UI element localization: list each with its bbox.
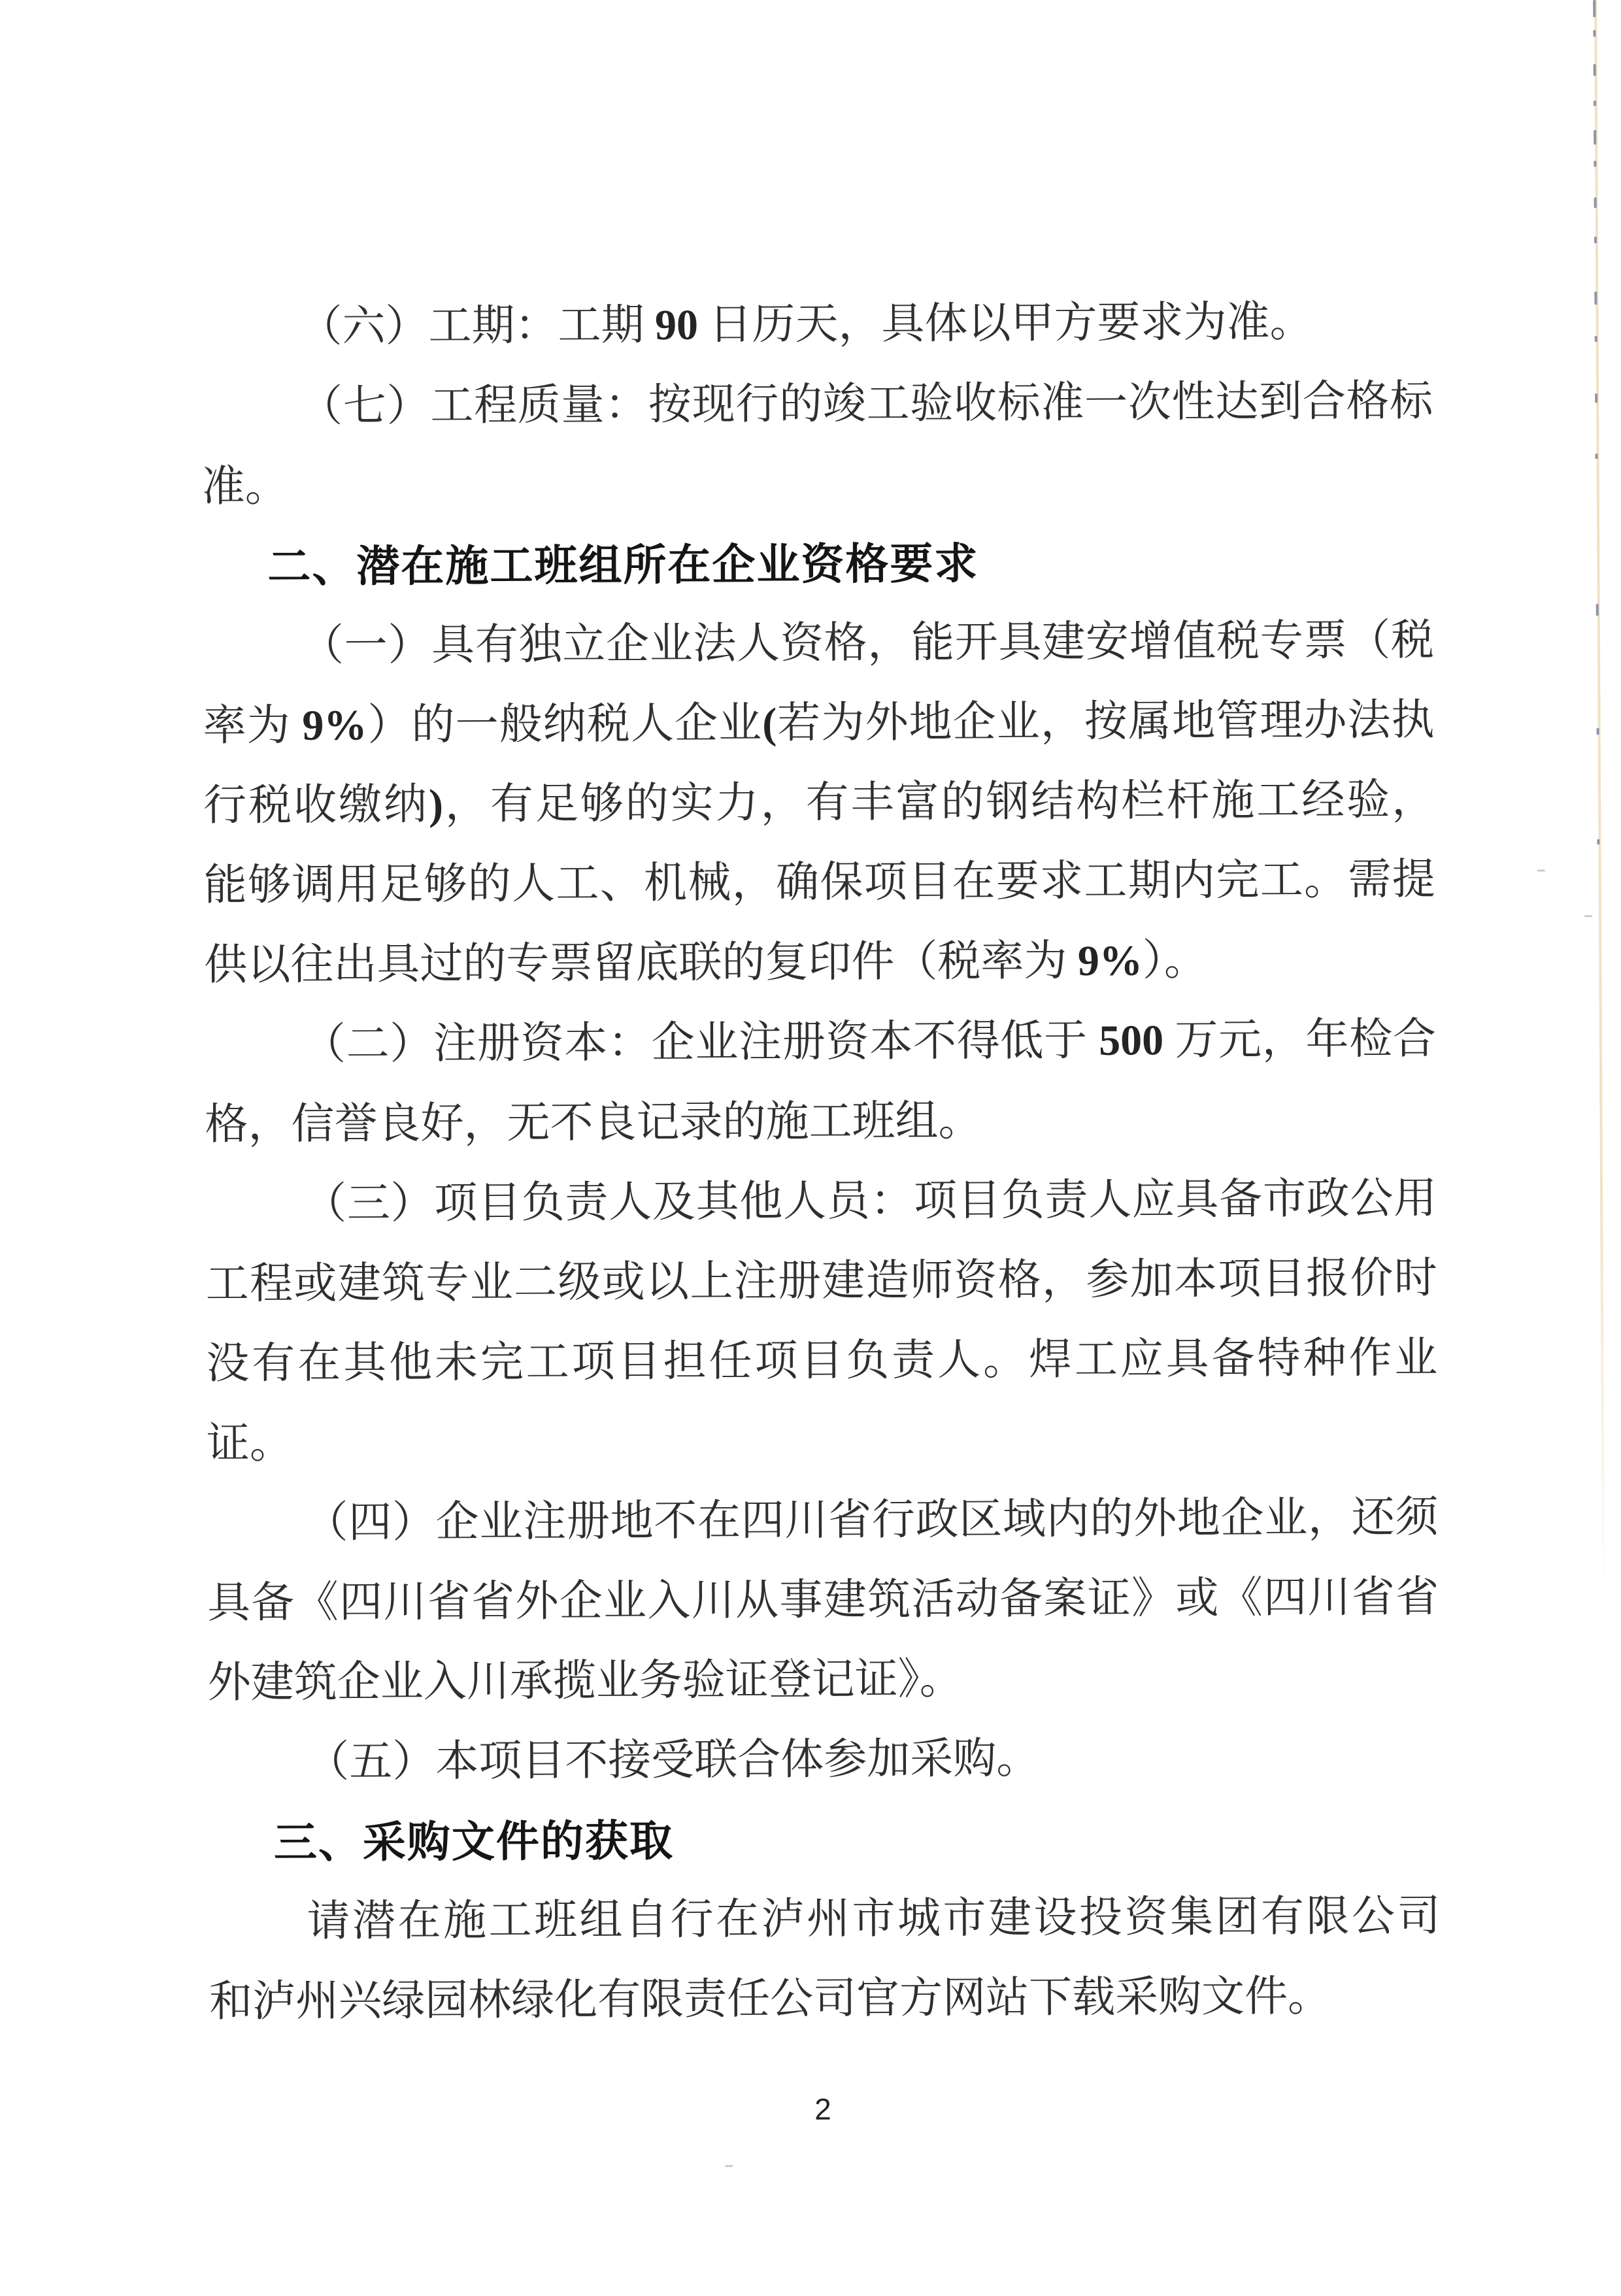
scan-edge-dash <box>1594 64 1596 76</box>
section-heading: 二、潜在施工班组所在企业资格要求 <box>267 539 979 591</box>
text-line: 能够调用足够的人工、机械，确保项目在要求工期内完工。需提 <box>203 856 1435 910</box>
scan-edge-dash <box>1593 0 1596 17</box>
document-text <box>201 282 1441 2042</box>
numeric-run: ( <box>762 699 777 748</box>
text-line: （二）注册资本：企业注册资本不得低于 500 万元，年检合 <box>302 1015 1437 1069</box>
text-line: （三）项目负责人及其他人员：项目负责人应具备市政公用 <box>303 1174 1437 1228</box>
numeric-run: ) <box>428 780 444 829</box>
page-number: 2 <box>814 2091 831 2126</box>
scan-edge-dash <box>1595 336 1597 342</box>
numeric-run: 9% <box>302 701 367 750</box>
text-line: 行税收缴纳)，有足够的实力，有丰富的钢结构栏杆施工经验， <box>203 776 1435 830</box>
text-line: （六）工期：工期 90 日历天，具体以甲方要求为准。 <box>299 298 1313 351</box>
numeric-run: 500 <box>1098 1016 1164 1065</box>
text-line: （五）本项目不接受联合体参加采购。 <box>306 1735 1040 1786</box>
scan-edge-dash <box>1593 30 1596 37</box>
scan-edge-dash <box>1596 454 1598 459</box>
scan-speck <box>1537 870 1545 872</box>
text-line: （四）企业注册地不在四川省行政区域内的外地企业，还须 <box>305 1493 1439 1547</box>
scan-speck <box>725 2165 733 2167</box>
numeric-run: 90 <box>654 301 699 350</box>
scan-edge-dash <box>1596 604 1599 616</box>
text-line: 率为 9%）的一般纳税人企业(若为外地企业，按属地管理办法执 <box>203 696 1435 750</box>
text-line: 格，信誉良好，无不良记录的施工班组。 <box>205 1097 982 1149</box>
scan-edge-dash <box>1597 839 1599 844</box>
text-line: （七）工程质量：按现行的竣工验收标准一次性达到合格标 <box>299 377 1433 431</box>
text-line: 工程或建筑专业二级或以上注册建造师资格，参加本项目报价时 <box>205 1254 1437 1308</box>
scan-speck <box>1584 915 1592 917</box>
text-line: 证。 <box>206 1419 293 1468</box>
text-line: 准。 <box>201 462 288 511</box>
text-line: （一）具有独立企业法人资格，能开具建安增值税专票（税 <box>300 616 1435 670</box>
text-line: 具备《四川省省外企业入川从事建筑活动备案证》或《四川省省 <box>207 1573 1439 1627</box>
scan-artifacts <box>0 0 1616 4</box>
text-line: 供以往出具过的专票留底联的复印件（税率为 9%）。 <box>204 937 1208 990</box>
scan-edge-dash <box>1594 197 1597 208</box>
section-heading: 三、采购文件的获取 <box>273 1816 675 1867</box>
text-line: 外建筑企业入川承揽业务验证登记证》。 <box>207 1655 963 1707</box>
text-line: 请潜在施工班组自行在泸州市城市建设投资集团有限公司 <box>307 1892 1441 1946</box>
scan-edge-dash <box>1595 393 1597 403</box>
scan-edge-dash <box>1594 101 1596 106</box>
scan-edge-streak <box>1594 0 1605 1597</box>
scan-edge-dash <box>1594 130 1596 144</box>
numeric-run: 9% <box>1077 937 1143 986</box>
scan-edge-dash <box>1597 728 1599 735</box>
scan-edge-dash <box>1594 161 1596 167</box>
text-line: 和泸州兴绿园林绿化有限责任公司官方网站下载采购文件。 <box>209 1972 1331 2026</box>
scan-edge-dash <box>1594 291 1597 305</box>
text-line: 没有在其他未完工项目担任项目负责人。焊工应具备特种作业 <box>206 1334 1438 1388</box>
scan-edge-dash <box>1594 237 1597 243</box>
